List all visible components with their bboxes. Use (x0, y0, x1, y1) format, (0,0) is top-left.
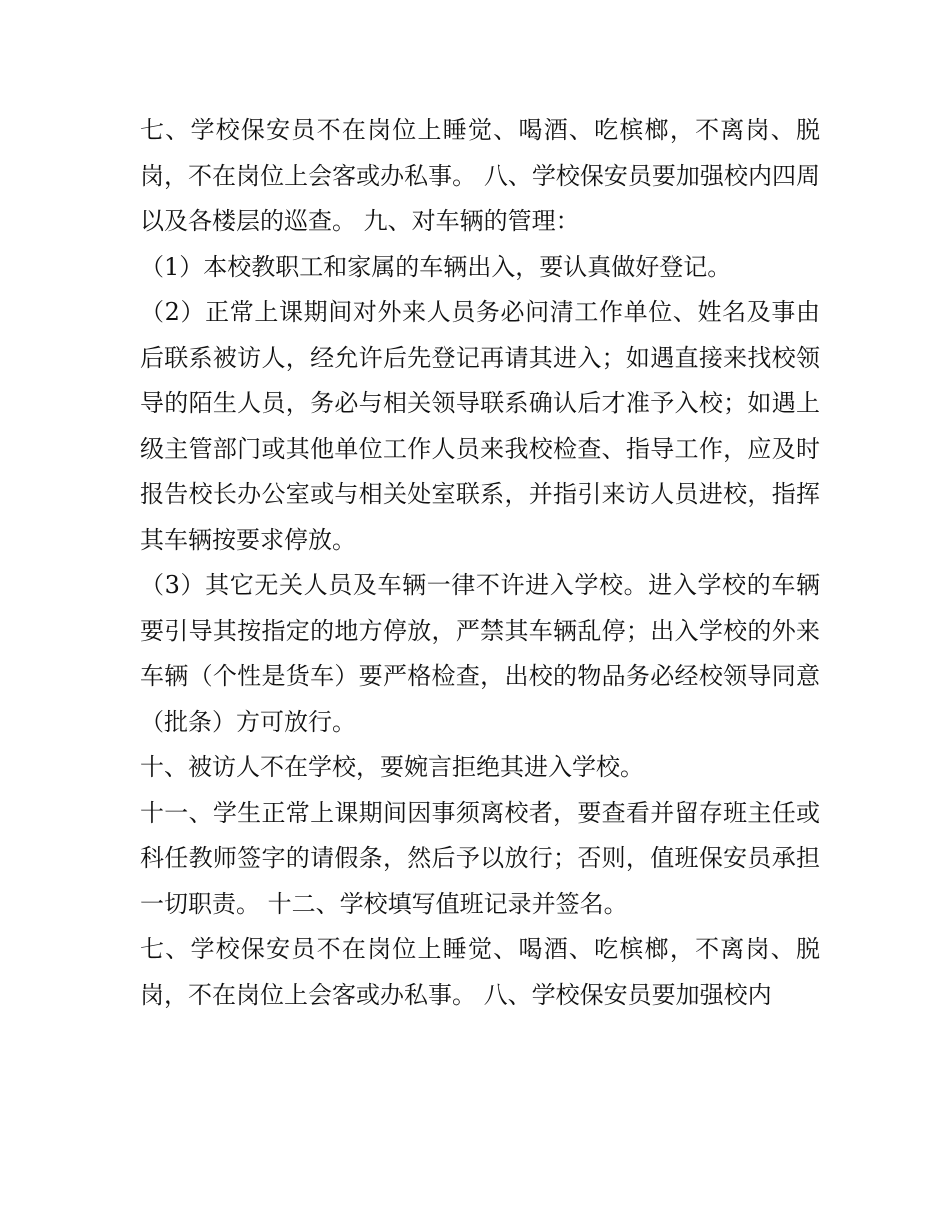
paragraph-vehicle-rule-1: （1）本校教职工和家属的车辆出入，要认真做好登记。 (140, 252, 732, 281)
paragraph-rules-7-8-9: 七、学校保安员不在岗位上睡觉、喝酒、吃槟榔，不离岗、脱岗，不在岗位上会客或办私事。 八、学校保安员要加强校内四周以及各楼层的巡查。 九、对车辆的管理： (140, 116, 820, 235)
paragraph-vehicle-rule-2: （2）正常上课期间对外来人员务必问清工作单位、姓名及事由后联系被访人，经允许后先登记再请其进入；如遇直接来找校领导的陌生人员，务必与相关领导联系确认后才准予入校；如遇上级主管部门或其他单位工作人员来我校检查、指导工作，应及时报告校长办公室或与相关处室联系，并指引来访人员进校，指挥其车辆按要求停放。 (140, 298, 820, 554)
paragraph-rules-7-8-repeat: 七、学校保安员不在岗位上睡觉、喝酒、吃槟榔，不离岗、脱岗，不在岗位上会客或办私事。 八、学校保安员要加强校内 (140, 935, 820, 1009)
document-body (140, 108, 820, 1018)
paragraph-vehicle-rule-3: （3）其它无关人员及车辆一律不许进入学校。进入学校的车辆要引导其按指定的地方停放，严禁其车辆乱停；出入学校的外来车辆（个性是货车）要严格检查，出校的物品务必经校领导同意（批条）方可放行。 (140, 571, 820, 736)
paragraph-rule-10: 十、被访人不在学校，要婉言拒绝其进入学校。 (140, 753, 644, 781)
paragraph-rules-11-12: 十一、学生正常上课期间因事须离校者，要查看并留存班主任或科任教师签字的请假条，然后予以放行；否则，值班保安员承担一切职责。 十二、学校填写值班记录并签名。 (140, 798, 820, 918)
